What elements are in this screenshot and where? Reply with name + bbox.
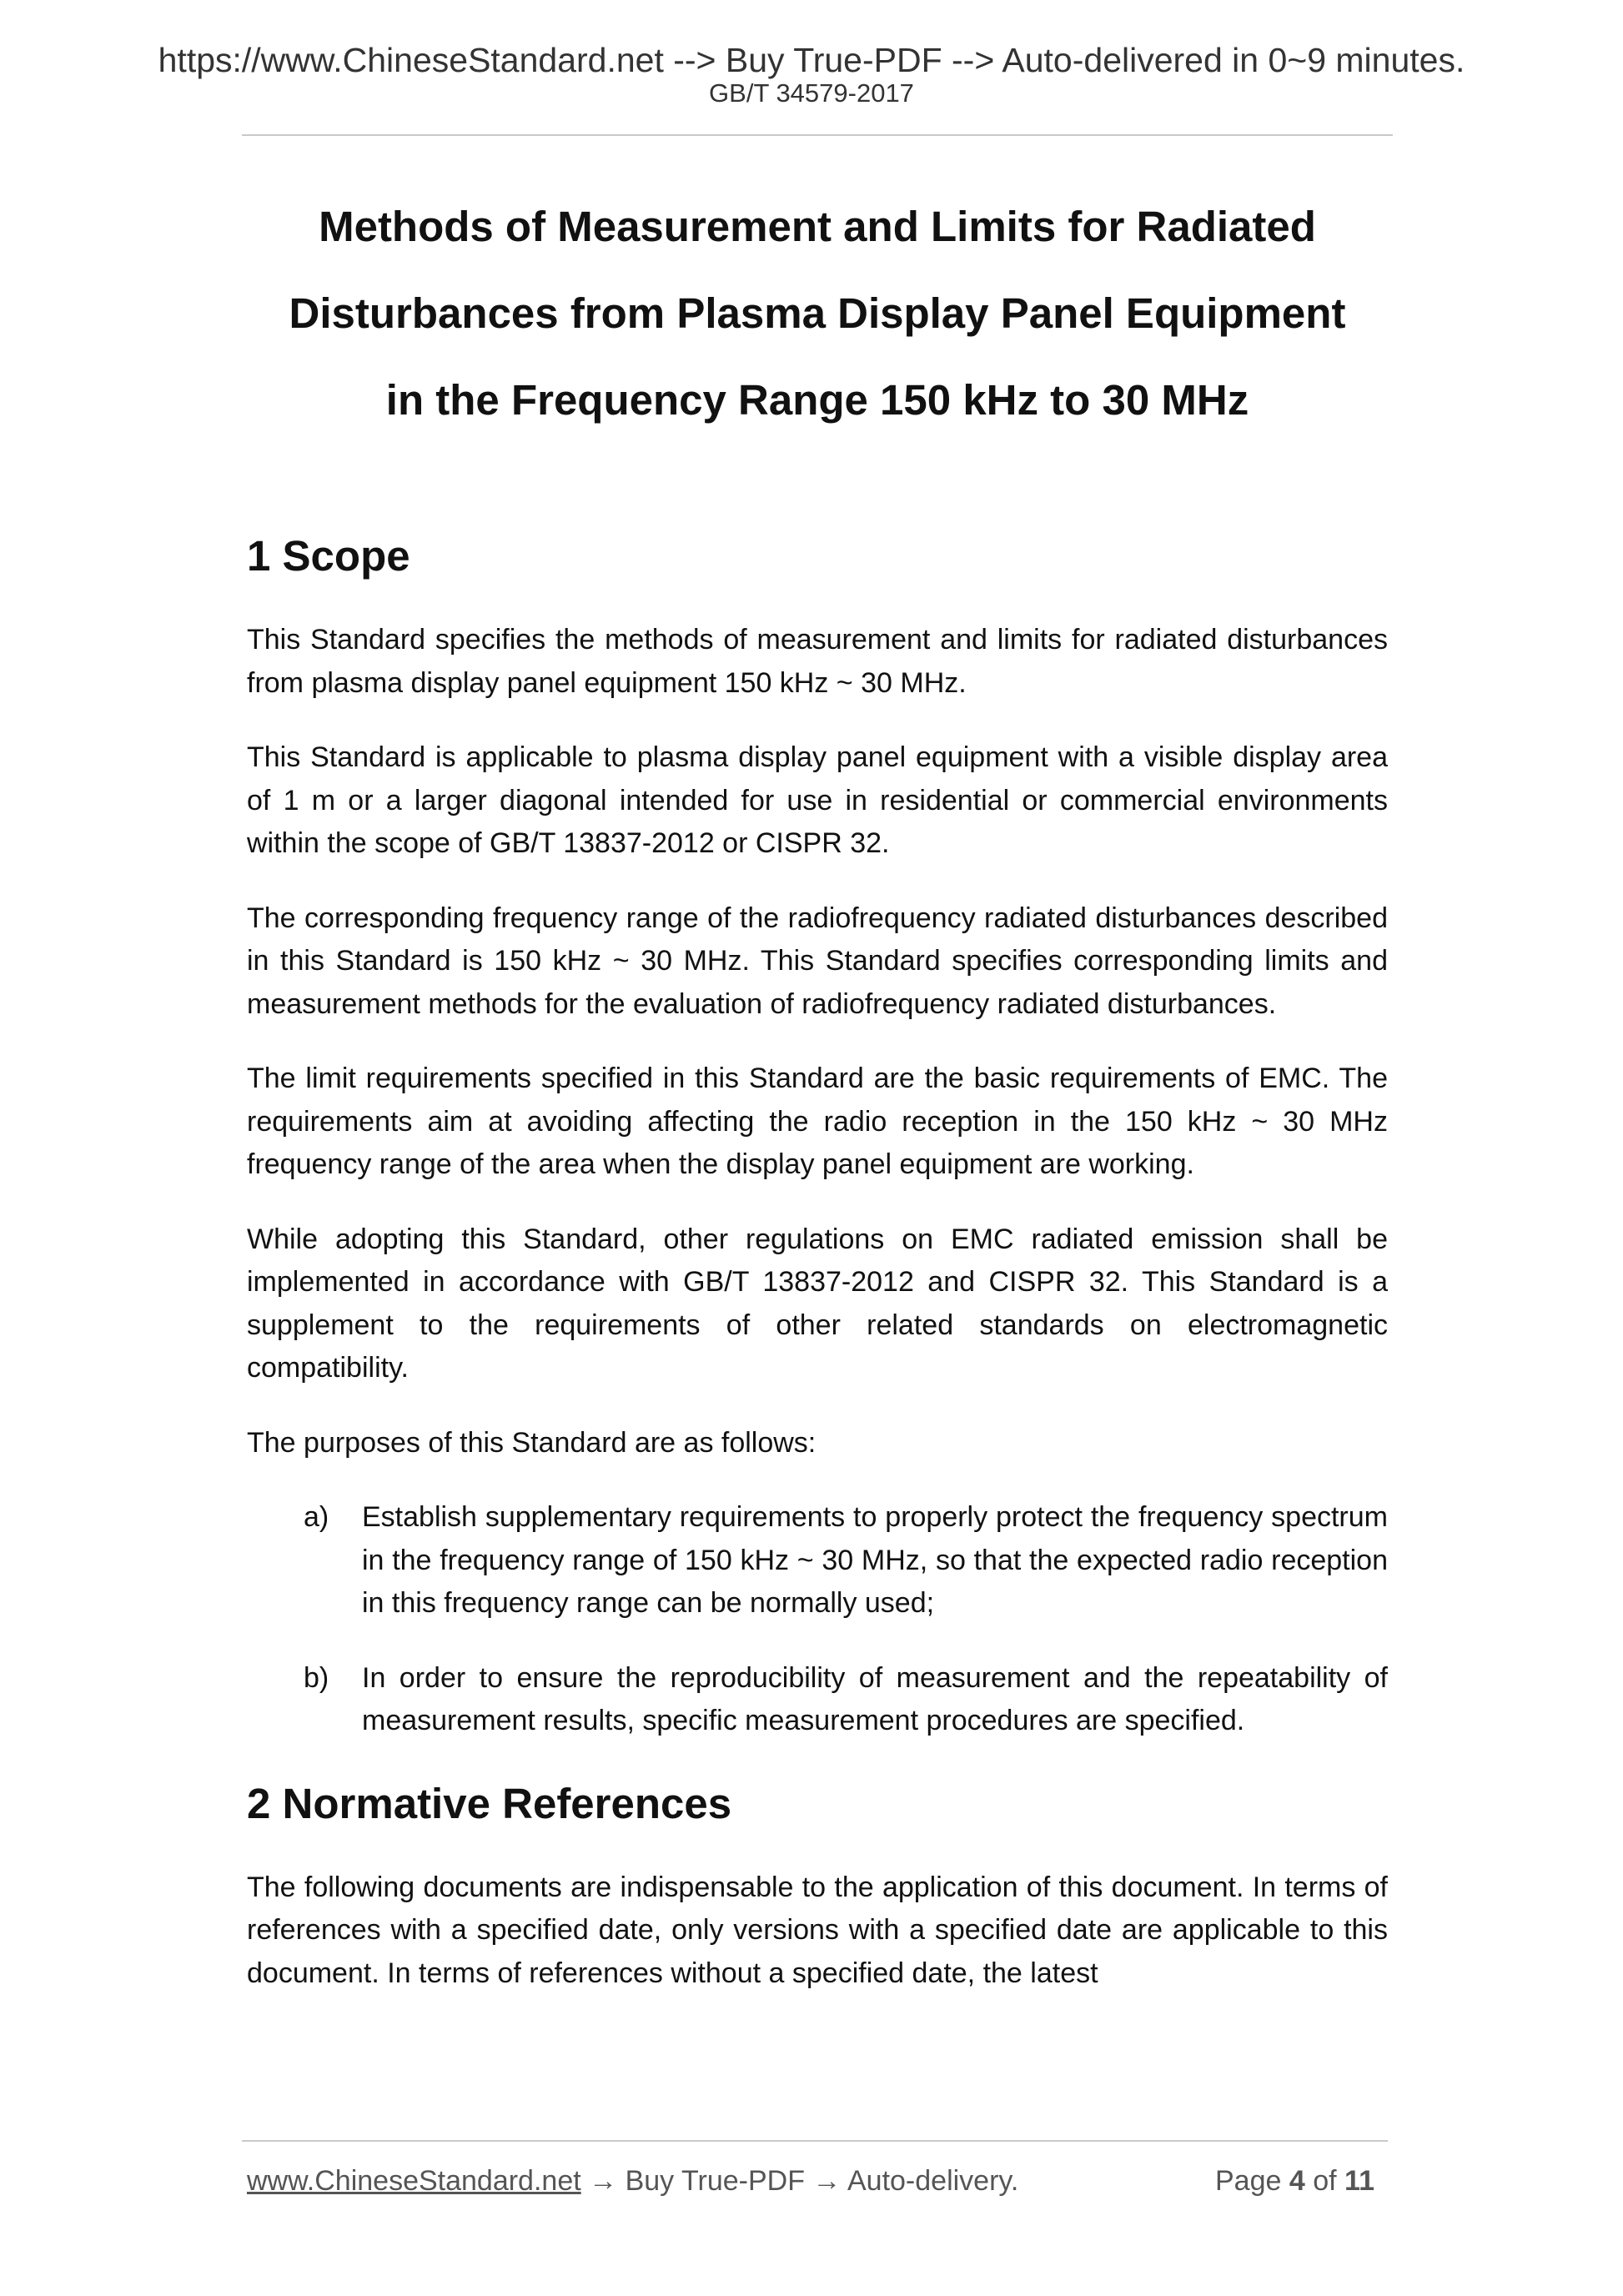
normative-references-paragraph: The following documents are indispensable to the application of this document. In terms of references with a specified date, only versions with a specified date are applicable to this document. In terms of references without a specified date, the latest [247,1871,1388,1989]
page-number: 4 [1289,2165,1305,2197]
section-1-heading: 1 Scope [247,532,410,580]
list-item-text: Establish supplementary requirements to properly protect the frequency spectrum in the frequency range of 150 kHz ~ 30 MHz, so that the expected radio reception in this frequency range can be normally used; [362,1501,1388,1619]
scope-paragraph-4: The limit requirements specified in this Standard are the basic requirements of EMC. The requirements aim at avoiding affecting the radio reception in the 150 kHz ~ 30 MHz frequency range of the area when the display panel equipment are working. [247,1063,1388,1180]
page-indicator [1215,2164,1374,2198]
scope-paragraph-3: The corresponding frequency range of the radiofrequency radiated disturbances described in this Standard is 150 kHz ~ 30 MHz. This Standard specifies corresponding limits and measurement methods for the evaluation of radiofrequency radiated disturbances. [247,902,1388,1020]
list-item [247,1657,1388,1743]
page-body [247,183,1388,2027]
document-code: GB/T 34579-2017 [709,78,914,108]
title-line-1: Methods of Measurement and Limits for Radiated [319,203,1316,250]
header-divider [242,134,1393,136]
footer-site-link[interactable]: www.ChineseStandard.net [247,2165,581,2197]
title-line-2: Disturbances from Plasma Display Panel Equipment [289,289,1346,337]
list-item [247,1496,1388,1625]
scope-paragraph-6: The purposes of this Standard are as follows: [247,1426,817,1459]
footer-divider [242,2140,1388,2142]
footer-left [247,2164,1018,2198]
scope-paragraph-5: While adopting this Standard, other regulations on EMC radiated emission shall be implemented in accordance with GB/T 13837-2012 and CISPR 32. This Standard is a supplement to the requirements of other related standards on electromagnetic compatibility. [247,1223,1388,1384]
top-banner-text: https://www.ChineseStandard.net --> Buy True-PDF --> Auto-delivered in 0~9 minutes. [158,41,1465,79]
page-of: of [1313,2165,1337,2197]
page-total: 11 [1344,2165,1374,2197]
scope-paragraph-2: This Standard is applicable to plasma display panel equipment with a visible display area of 1 m or a larger diagonal intended for use in residential or commercial environments within the scope of GB/T 13837-2012 or CISPR 32. [247,741,1388,859]
title-line-3: in the Frequency Range 150 kHz to 30 MHz [385,376,1249,424]
list-item-label: a) [304,1501,329,1533]
section-2-heading: 2 Normative References [247,1779,732,1827]
list-item-text: In order to ensure the reproducibility of measurement and the repeatability of measurement results, specific measurement procedures are specified. [362,1661,1388,1736]
footer-tagline: → Buy True-PDF → Auto-delivery. [580,2165,1019,2197]
scope-paragraph-1: This Standard specifies the methods of measurement and limits for radiated disturbances from plasma display panel equipment 150 kHz ~ 30 MHz. [247,624,1388,699]
page-prefix: Page [1215,2165,1282,2197]
list-item-label: b) [304,1661,329,1694]
document-title [247,183,1388,444]
